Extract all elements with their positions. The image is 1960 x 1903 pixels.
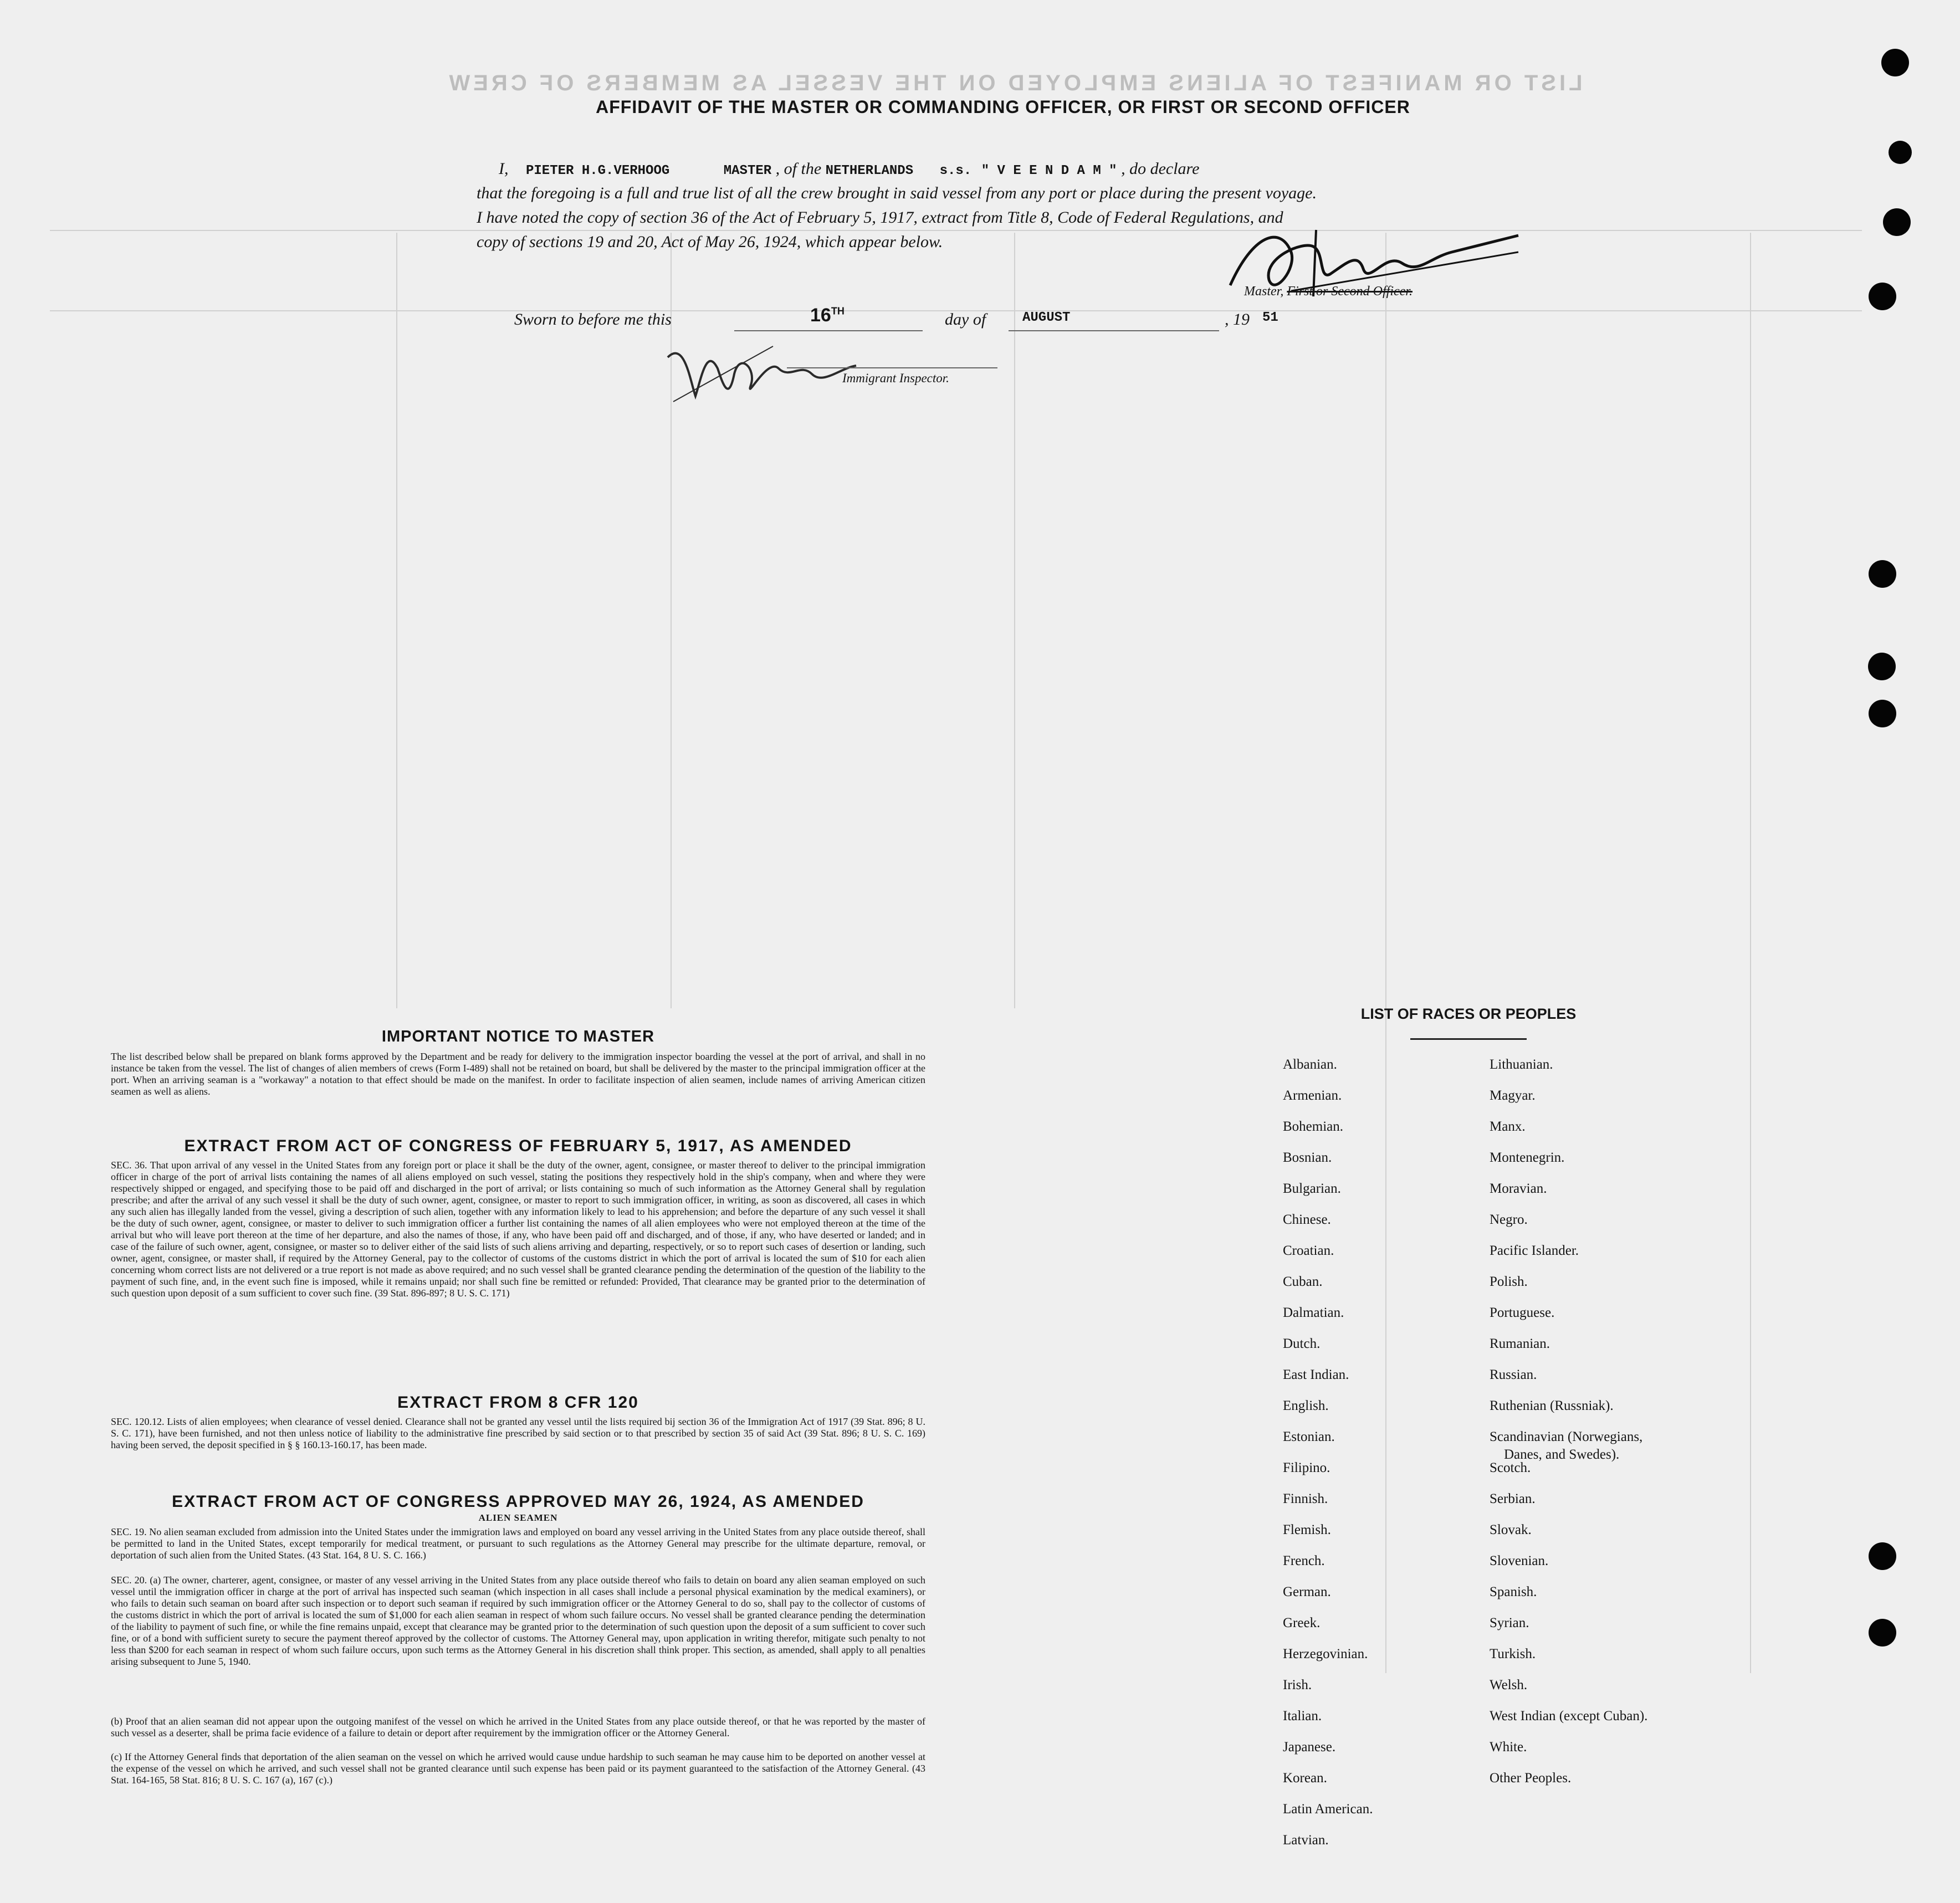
race-item: Slovak. (1490, 1522, 1532, 1537)
month-underline (1009, 330, 1219, 331)
inspector-signature (662, 335, 862, 413)
race-item: Spanish. (1490, 1584, 1537, 1599)
race-item: Cuban. (1283, 1274, 1323, 1289)
punch-hole (1869, 283, 1896, 310)
sworn-label: Sworn to before me this (514, 310, 672, 329)
race-item: Dutch. (1283, 1336, 1321, 1351)
race-item: Welsh. (1490, 1678, 1528, 1692)
ghost-rule (50, 230, 1862, 231)
race-item: Filipino. (1283, 1460, 1330, 1475)
race-item: Bulgarian. (1283, 1181, 1341, 1196)
inspector-caption: Immigrant Inspector. (842, 371, 949, 385)
races-title: LIST OF RACES OR PEOPLES (1360, 1006, 1577, 1022)
notice-title: IMPORTANT NOTICE TO MASTER (381, 1028, 655, 1045)
race-item: English. (1283, 1398, 1329, 1413)
punch-hole (1869, 1542, 1896, 1570)
race-item: Croatian. (1283, 1243, 1334, 1258)
struck-officer-caption: First or Second Officer. (1287, 284, 1413, 299)
race-item: Herzegovinian. (1283, 1646, 1368, 1661)
race-item: Slovenian. (1490, 1553, 1549, 1568)
extract-cfr-title: EXTRACT FROM 8 CFR 120 (397, 1393, 639, 1412)
race-item: Scandinavian (Norwegians, (1490, 1429, 1643, 1444)
extract-1924-sec19: SEC. 19. No alien seaman excluded from admission into the United States under the immigration laws and employed on board any vessel arriving in the United States from any place outside thereof, shall be permitted to land in the United States, except temporarily for medical treatment, or pursuant to such regulations as the Attorney General may prescribe for the ultimate departure, removal, or deportation of such alien from the United States. (43 Stat. 164, 8 U. S. C. 166.) (111, 1526, 925, 1561)
race-item: Negro. (1490, 1212, 1528, 1227)
punch-hole (1869, 1619, 1896, 1646)
ghost-rule (396, 233, 397, 1008)
race-item: Rumanian. (1490, 1336, 1550, 1351)
extract-1917-title: EXTRACT FROM ACT OF CONGRESS OF FEBRUARY 5, 1917, AS AMENDED (184, 1137, 852, 1155)
extract-1924-sec20c: (c) If the Attorney General finds that deportation of the alien seaman on the vessel on which he arrived would cause undue hardship to such seaman he may cause him to be deported on another vessel at the expense of the vessel on which he arrived, and such vessel shall not be granted clearance until such expense has been paid or its payment guaranteed to the satisfaction of the Attorney General. (43 Stat. 164-165, 58 Stat. 816; 8 U. S. C. 167 (a), 167 (c).) (111, 1751, 925, 1786)
punch-hole (1868, 653, 1896, 680)
extract-1924-title: EXTRACT FROM ACT OF CONGRESS APPROVED MAY 26, 1924, AS AMENDED (172, 1492, 864, 1511)
punch-hole (1883, 208, 1911, 236)
race-item: Ruthenian (Russniak). (1490, 1398, 1614, 1413)
notice-body: The list described below shall be prepared on blank forms approved by the Department and be ready for delivery to the immigration inspector boarding the vessel at the port of arrival, and shall in no instance be taken from the vessel. The list of changes of alien members of crews (Form I-489) shall not be retained on board, but shall be delivered by the master to the principal immigration officer at the port. When an arriving seaman is a "workaway" a notation to that effect should be made on the manifest. In order to facilitate inspection of alien seamen, include names of arriving American citizen seamen as well as aliens. (111, 1051, 925, 1097)
affidavit-line-4: copy of sections 19 and 20, Act of May 26, 1924, which appear below. (477, 233, 943, 251)
race-item: Latin American. (1283, 1802, 1373, 1817)
race-item: Manx. (1490, 1119, 1526, 1134)
day-underline (734, 330, 923, 331)
sworn-month: AUGUST (1022, 310, 1071, 325)
race-item: Armenian. (1283, 1088, 1342, 1103)
race-item: Albanian. (1283, 1057, 1337, 1072)
pronoun: I, (499, 160, 509, 178)
race-item: Estonian. (1283, 1429, 1335, 1444)
race-item: Korean. (1283, 1771, 1327, 1786)
race-item: Dalmatian. (1283, 1305, 1344, 1320)
race-item: Bosnian. (1283, 1150, 1332, 1165)
ghost-rule (1014, 233, 1015, 1008)
race-item: Danes, and Swedes). (1504, 1447, 1620, 1462)
race-item: German. (1283, 1584, 1331, 1599)
master-name: PIETER H.G.VERHOOG (526, 163, 670, 178)
extract-1917-body: SEC. 36. That upon arrival of any vessel in the United States from any foreign port or place it shall be the duty of the owner, agent, consignee, or master thereof to deliver to the principal immigration officer in charge of the port of arrival lists containing the names of all aliens employed on such vessel, stating the positions they respectively hold in the ship's company, when and where they were respectively shipped or engaged, and specifying those to be paid off and discharged in the port of arrival; or lists containing so much of such information as the Attorney General shall by regulation prescribe; and after the arrival of any such vessel it shall be the duty of such owner, agent, consignee, or master to report to such immigration officer, in writing, as soon as discovered, all cases in which any such alien has illegally landed from the vessel, giving a description of such alien, together with any information likely to lead to his apprehension; and before the departure of any such vessel it shall be the duty of such owner, agent, consignee, or master to deliver to such immigration officer a further list containing the names of all alien employees who were not employed thereon at the time of the arrival but who will leave port thereon at the time of her departure, and also the names of those, if any, who have been paid off and discharged, and of those, if any, who have deserted or landed; and in case of the failure of such owner, agent, consignee, or master so to deliver either of the said lists of such aliens arriving and departing, respectively, or so to report such cases of desertion or landing, such owner, agent, consignee, or master shall, if required by the Attorney General, pay to the collector of customs of the customs district in which the port of arrival is located the sum of $10 for each alien concerning whom correct lists are not delivered or a true report is not made as above required; and no such vessel shall be granted clearance pending the determination of the question of the liability to the payment of such fine, and, in the event such fine is imposed, while it remains unpaid; nor shall such fine be remitted or refunded: Provided, That clearance may be granted prior to the determination of such question upon deposit of a sum sufficient to cover such fine. (39 Stat. 896-897; 8 U. S. C. 171) (111, 1160, 925, 1299)
master-caption: Master, First or Second Officer. (1244, 284, 1413, 299)
punch-hole (1881, 49, 1909, 76)
race-item: Polish. (1490, 1274, 1528, 1289)
race-item: Scotch. (1490, 1460, 1531, 1475)
race-item: Bohemian. (1283, 1119, 1344, 1134)
race-item: Magyar. (1490, 1088, 1536, 1103)
nationality: NETHERLANDS (825, 163, 914, 178)
punch-hole (1869, 700, 1896, 727)
affidavit-line-3: I have noted the copy of section 36 of the Act of February 5, 1917, extract from Title 8, Code of Federal Regulations, and (477, 208, 1283, 227)
race-item: Serbian. (1490, 1491, 1536, 1506)
races-left-column (1283, 1057, 1516, 1849)
race-item: Italian. (1283, 1709, 1322, 1724)
sworn-year: 51 (1262, 310, 1278, 325)
race-item: Turkish. (1490, 1646, 1536, 1661)
race-item: Moravian. (1490, 1181, 1547, 1196)
race-item: Other Peoples. (1490, 1771, 1572, 1786)
race-item: French. (1283, 1553, 1325, 1568)
inspector-underline (787, 367, 997, 368)
punch-hole (1869, 560, 1896, 588)
extract-1924-sec20a: SEC. 20. (a) The owner, charterer, agent, consignee, or master of any vessel arriving in the United States from any place outside thereof who fails to detain on board any alien seaman employed on such vessel until the immigration officer in charge at the port of arrival has inspected such seaman (which inspection in all cases shall include a personal physical examination by the medical examiners), or who fails to detain such seaman on board after such inspection or to deport such seaman if required by such immigration officer or the Attorney General to do so, shall pay to the collector of customs of the customs district in which the port of arrival is located the sum of $1,000 for each alien seaman in respect of whom such failure occurs. No vessel shall be granted clearance pending the determination of the liability to payment of such fine, or while the fine remains unpaid, except that clearance may be granted prior to the determination of such question upon the deposit of a sum sufficient to cover such fine, or of a bond with sufficient surety to secure the payment thereof approved by the collector of customs. The Attorney General may, upon application in writing therefor, mitigate such penalty to not less than $200 for each seaman in respect of whom such failure occurs, upon such terms as the Attorney General in his discretion shall think proper. This section, as amended, shall apply to all penalties arising subsequent to June 5, 1940. (111, 1574, 925, 1667)
sworn-day: 16TH (810, 305, 845, 326)
of-the-text: , of the (775, 160, 822, 178)
affidavit-line-2: that the foregoing is a full and true list of all the crew brought in said vessel from any port or place during the present voyage. (477, 184, 1317, 202)
race-item: Pacific Islander. (1490, 1243, 1579, 1258)
affidavit-line-1 (499, 160, 1199, 178)
race-item: Latvian. (1283, 1833, 1329, 1848)
race-item: Chinese. (1283, 1212, 1331, 1227)
race-item: Montenegrin. (1490, 1150, 1565, 1165)
race-item: Japanese. (1283, 1740, 1336, 1755)
race-item: White. (1490, 1740, 1527, 1755)
extract-cfr-body: SEC. 120.12. Lists of alien employees; when clearance of vessel denied. Clearance shall not be granted any vessel until the lists required bij section 36 of the Immigration Act of 1917 (39 Stat. 896; 8 U. S. C. 171), have been furnished, and not then unless notice of liability to the administrative fine prescribed by said section or to that prescribed by section 35 of said Act (39 Stat. 896; 8 U. S. C. 169) having been served, the deposit specified in § § 160.13-160.17, has been made. (111, 1416, 925, 1450)
vessel-name: " V E E N D A M " (981, 163, 1117, 178)
bleed-through-title: LIST OR MANIFEST OF ALIENS EMPLOYED ON THE VESSEL AS MEMBERS OF CREW (446, 71, 1583, 95)
year-prefix: , 19 (1225, 310, 1250, 329)
race-item: Flemish. (1283, 1522, 1331, 1537)
extract-1924-subtitle: ALIEN SEAMEN (478, 1512, 558, 1523)
ss-prefix: s.s. (939, 163, 972, 178)
master-rank: MASTER (723, 163, 772, 178)
race-item: Portuguese. (1490, 1305, 1555, 1320)
declare-text: , do declare (1121, 160, 1200, 178)
race-item: Greek. (1283, 1615, 1321, 1630)
punch-hole (1889, 141, 1912, 164)
races-title-rule (1410, 1038, 1527, 1040)
race-item: Irish. (1283, 1678, 1312, 1692)
races-right-column (1490, 1057, 1778, 1849)
race-item: Syrian. (1490, 1615, 1529, 1630)
race-item: West Indian (except Cuban). (1490, 1709, 1648, 1724)
race-item: Lithuanian. (1490, 1057, 1553, 1072)
extract-1924-sec20b: (b) Proof that an alien seaman did not appear upon the outgoing manifest of the vessel on which he arrived in the United States from any place outside thereof, or that he was reported by the master of such vessel as a deserter, shall be prima facie evidence of a failure to detain or deport after requirement by the immigration officer or the Attorney General. (111, 1716, 925, 1738)
race-item: Finnish. (1283, 1491, 1328, 1506)
affidavit-title: AFFIDAVIT OF THE MASTER OR COMMANDING OFFICER, OR FIRST OR SECOND OFFICER (596, 97, 1410, 117)
race-item: Russian. (1490, 1367, 1537, 1382)
race-item: East Indian. (1283, 1367, 1349, 1382)
day-of-label: day of (945, 310, 986, 329)
